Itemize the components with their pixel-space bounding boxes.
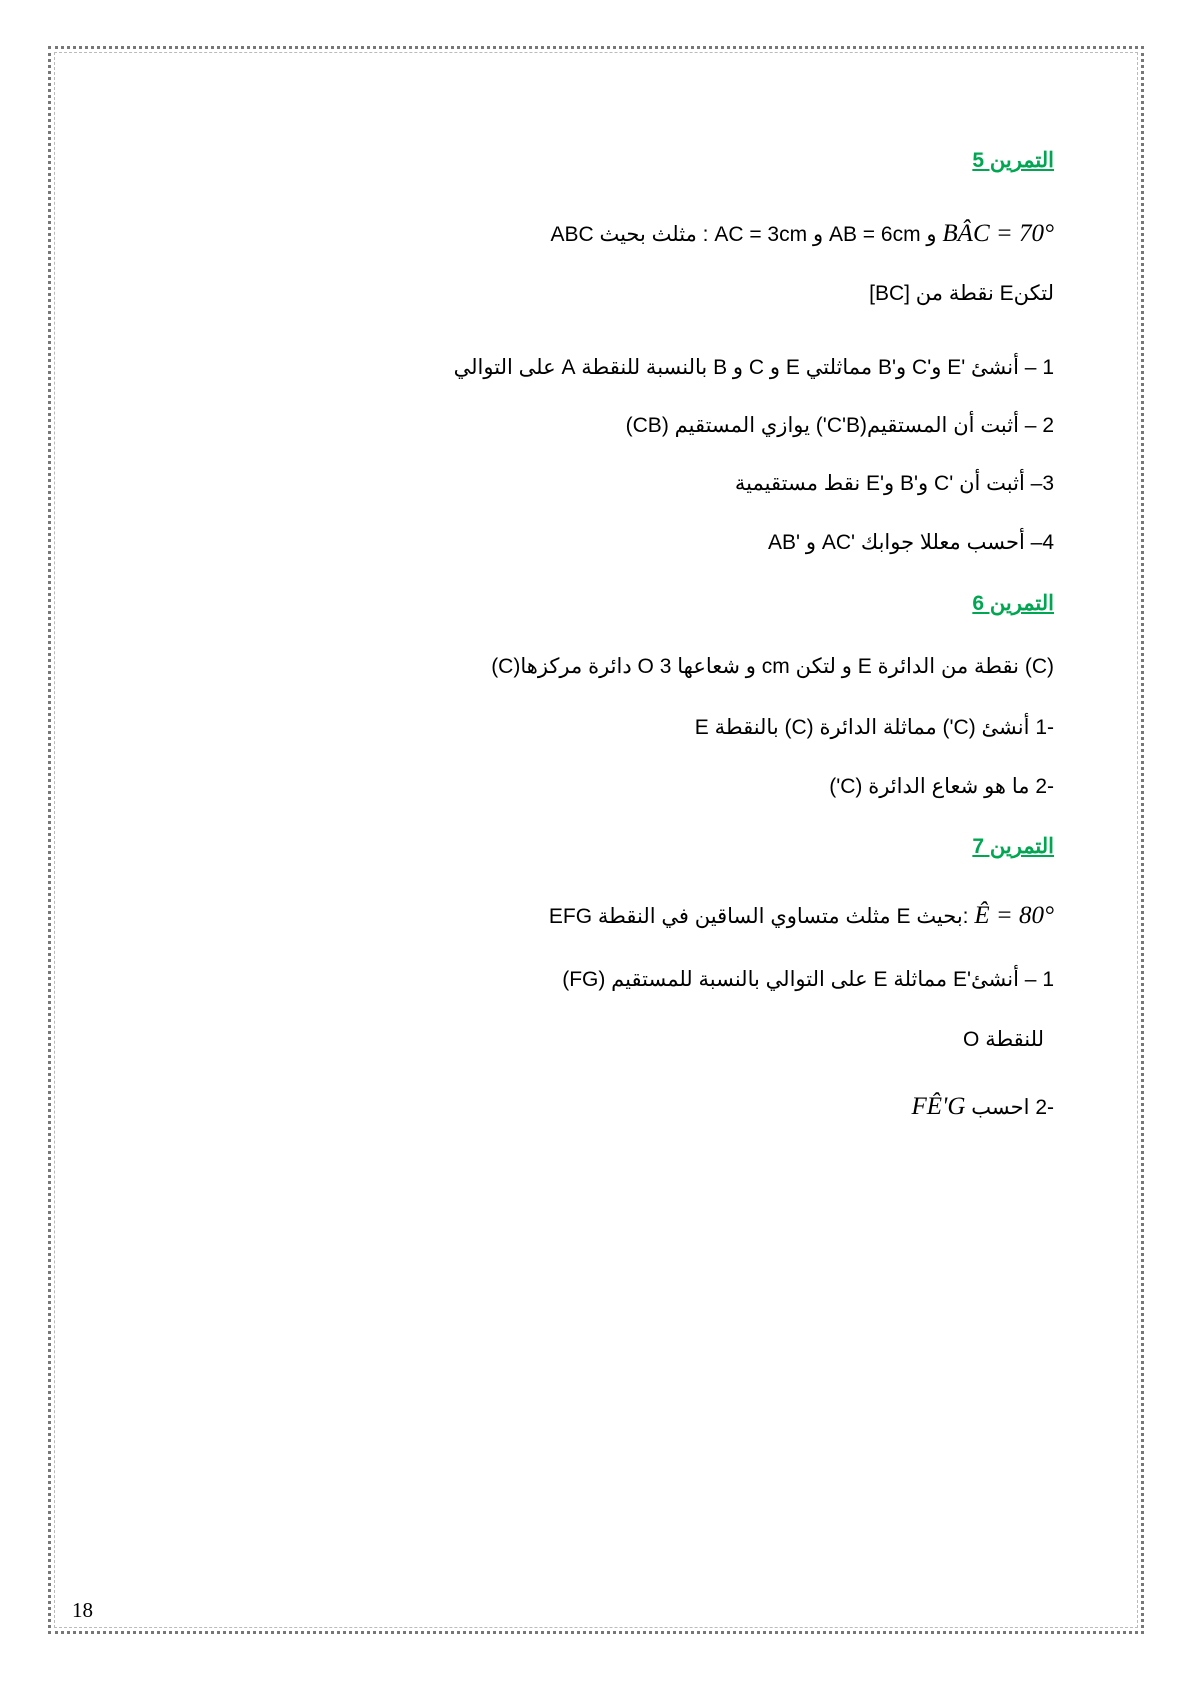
exercise-7-question-1: 1 – أنشئ'E مماثلة E على التوالي بالنسبة للمستقيم (FG)	[562, 968, 1054, 991]
exercise-5-question-1: 1 – أنشئ 'E و'C و'B مماثلتي E و C و B بالنسبة للنقطة A على التوالي	[453, 356, 1054, 379]
exercise-7-question-2	[912, 1093, 1055, 1121]
exercise-6-question-2: -2 ما هو شعاع الدائرة (C')	[829, 775, 1054, 798]
exercise-5-point-e: لتكنE نقطة من [BC]	[869, 282, 1054, 305]
exercise-5-question-2: 2 – أثبت أن المستقيم(C'B') يوازي المستقيم (CB)	[625, 414, 1054, 437]
exercise-5-question-4: 4– أحسب معللا جوابك 'AC و 'AB	[768, 531, 1054, 554]
exercise-5-heading: التمرين 5	[972, 149, 1054, 172]
exercise-6-statement: (C)دائرة مركزها O و شعاعها 3 cm و لتكن E نقطة من الدائرة (C)	[491, 655, 1054, 678]
exercise-5-statement-text: ABC مثلث بحيث : AC = 3cm و AB = 6cm و	[550, 223, 937, 246]
angle-e-formula: Ê = 80°	[974, 902, 1054, 929]
exercise-7-statement-text: EFG مثلث متساوي الساقين في النقطة E بحيث:	[548, 905, 969, 928]
page-number: 18	[72, 1598, 93, 1622]
angle-bac-formula: BÂC = 70°	[942, 220, 1054, 247]
exercise-6-heading: التمرين 6	[972, 592, 1054, 615]
exercise-7-statement	[549, 902, 1054, 930]
exercise-6-question-1: -1 أنشئ (C') مماثلة الدائرة (C) بالنقطة E	[694, 716, 1054, 739]
exercise-5-question-3: 3– أثبت أن 'C و'B و'E نقط مستقيمية	[734, 472, 1054, 495]
exercise-7-heading: التمرين 7	[972, 835, 1054, 858]
exercise-7-question-2-text: -2 احسب	[971, 1096, 1054, 1119]
exercise-7-question-1-continued: للنقطة O	[963, 1028, 1044, 1051]
angle-feg-formula: FÊ'G	[911, 1093, 966, 1120]
exercise-5-statement	[550, 220, 1054, 248]
